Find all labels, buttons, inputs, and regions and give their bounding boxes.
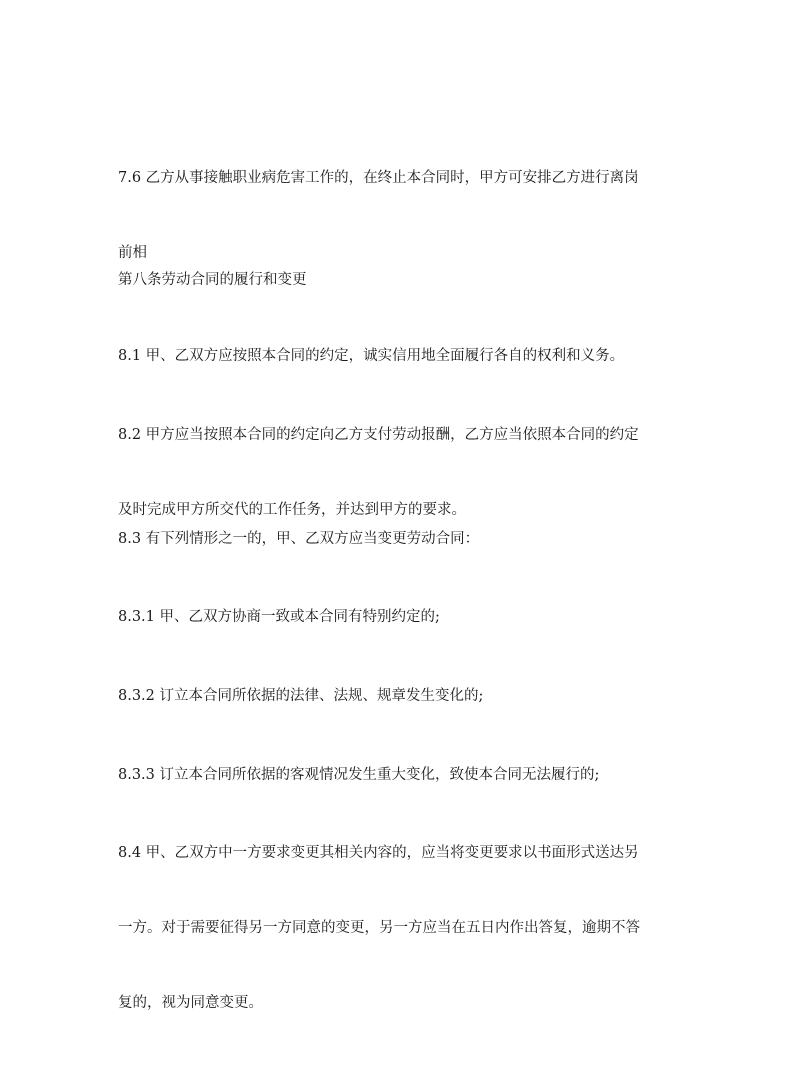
paragraph-line: 8.3 有下列情形之一的，甲、乙双方应当变更劳动合同：: [118, 531, 480, 547]
heading-line: 第八条劳动合同的履行和变更: [118, 272, 307, 288]
paragraph-8-4: [118, 791, 686, 1066]
paragraph-line: 前相: [118, 245, 147, 261]
paragraph-line: 8.1 甲、乙双方应按照本合同的约定，诚实信用地全面履行各自的权利和义务。: [118, 348, 625, 364]
paragraph-line: 7.6 乙方从事接触职业病危害工作的，在终止本合同时，甲方可安排乙方进行离岗: [118, 170, 639, 186]
paragraph-line: 复的，视为同意变更。: [118, 995, 263, 1011]
paragraph-line: 8.4 甲、乙双方中一方要求变更其相关内容的，应当将变更要求以书面形式送达另: [118, 845, 639, 861]
paragraph-line: 及时完成甲方所交代的工作任务，并达到甲方的要求。: [118, 502, 466, 518]
paragraph-line: 8.3.2 订立本合同所依据的法律、法规、规章发生变化的;: [118, 688, 484, 704]
paragraph-line: 8.3.3 订立本合同所依据的客观情况发生重大变化，致使本合同无法履行的;: [118, 767, 600, 783]
paragraph-line: 一方。对于需要征得另一方同意的变更，另一方应当在五日内作出答复，逾期不答: [118, 920, 640, 936]
paragraph-line: 8.2 甲方应当按照本合同的约定向乙方支付劳动报酬，乙方应当依照本合同的约定: [118, 427, 639, 443]
paragraph-line: 8.3.1 甲、乙双方协商一致或本合同有特别约定的;: [118, 609, 440, 625]
